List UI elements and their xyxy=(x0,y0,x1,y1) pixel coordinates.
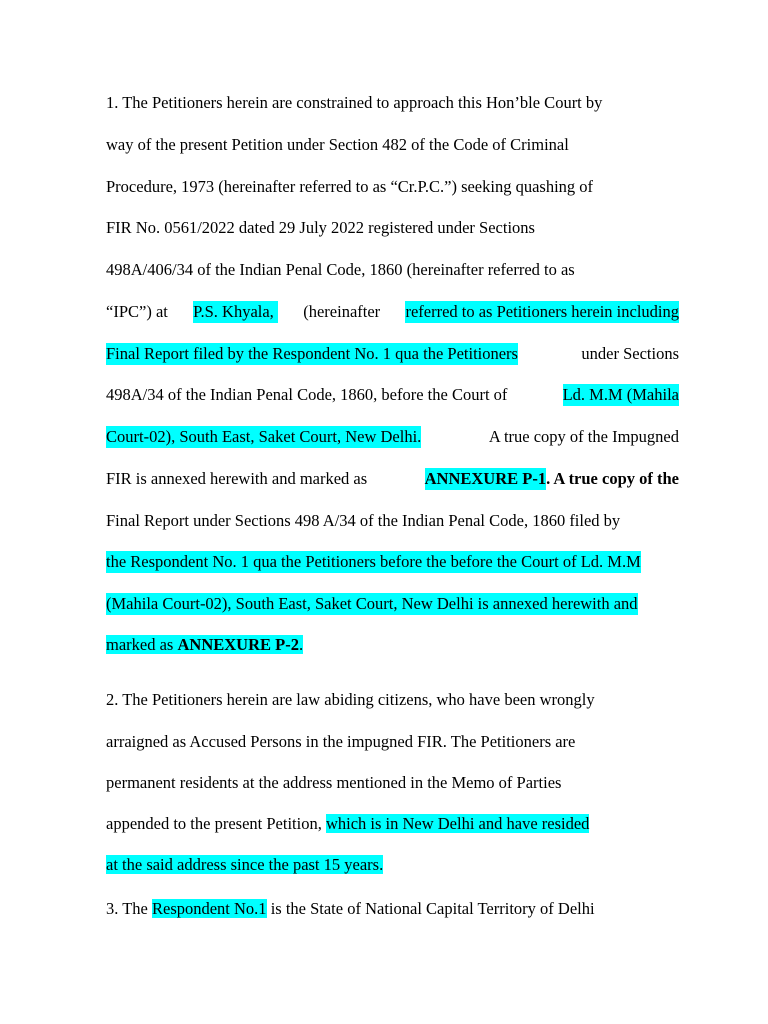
p1-line-2 xyxy=(106,134,569,156)
highlight-final-report: Final Report filed by the Respondent No. 1 qua the Petitioners xyxy=(106,344,518,363)
p1-line-3-text: Procedure, 1973 (hereinafter referred to as “Cr.P.C.”) seeking quashing of xyxy=(106,177,594,196)
p1-line-6-text-c: (hereinafter xyxy=(299,302,385,321)
p1-line-5 xyxy=(106,259,575,281)
highlight-respondent-qua: the Respondent No. 1 qua the Petitioners before the before the Court of Ld. M.M xyxy=(106,552,641,571)
p1-line-14 xyxy=(106,634,303,656)
p1-line-7 xyxy=(106,343,679,365)
p1-line-5-text: 498A/406/34 of the Indian Penal Code, 1860 (hereinafter referred to as xyxy=(106,260,575,279)
p1-line-9 xyxy=(106,426,679,448)
p1-line-8-text-a: 498A/34 of the Indian Penal Code, 1860, before the Court of xyxy=(106,385,512,404)
highlight-15-years: at the said address since the past 15 years. xyxy=(106,855,384,874)
p3-line-1-text-c: is the State of National Capital Territory of Delhi xyxy=(266,899,595,918)
p2-line-1-text: 2. The Petitioners herein are law abiding citizens, who have been wrongly xyxy=(106,690,595,709)
p1-line-10-text-a: FIR is annexed herewith and marked as xyxy=(106,469,372,488)
p2-line-4 xyxy=(106,813,589,835)
p2-line-5 xyxy=(106,854,383,876)
p2-line-2 xyxy=(106,731,575,753)
highlight-marked-as: marked as xyxy=(106,635,178,654)
p1-line-10 xyxy=(106,468,679,490)
p2-line-1 xyxy=(106,689,595,711)
p2-line-4-text-a: appended to the present Petition, xyxy=(106,814,326,833)
p2-line-3-text: permanent residents at the address mentioned in the Memo of Parties xyxy=(106,773,562,792)
annexure-p1-label: ANNEXURE P-1 xyxy=(424,469,547,488)
p1-line-6-text-a: “IPC”) at xyxy=(106,302,172,321)
highlight-ps-khyala: P.S. Khyala, xyxy=(193,302,278,321)
p1-line-1-text: 1. The Petitioners herein are constrained to approach this Hon’ble Court by xyxy=(106,93,603,112)
p1-line-1 xyxy=(106,92,602,114)
p1-line-2-text: way of the present Petition under Section 482 of the Code of Criminal xyxy=(106,135,569,154)
p1-line-7-text-b: under Sections xyxy=(577,344,679,363)
highlight-referred-to: referred to as Petitioners herein including xyxy=(405,302,679,321)
p1-line-3 xyxy=(106,176,593,198)
p3-line-1-text-a: 3. The xyxy=(106,899,152,918)
annexure-p2-label: ANNEXURE P-2 xyxy=(177,635,299,654)
p1-line-4-text: FIR No. 0561/2022 dated 29 July 2022 registered under Sections xyxy=(106,218,535,237)
highlight-court-name-2: Court-02), South East, Saket Court, New Delhi. xyxy=(106,427,422,446)
highlight-new-delhi-resided: which is in New Delhi and have resided xyxy=(325,814,590,833)
annexure-p2-period: . xyxy=(298,635,304,654)
p1-line-9-text-b: A true copy of the Impugned xyxy=(485,427,679,446)
annexure-p1-period: . A true copy of the xyxy=(546,469,679,488)
p1-line-6 xyxy=(106,301,679,323)
highlight-court-name-1: Ld. M.M (Mahila xyxy=(562,385,679,404)
p1-line-11-text: Final Report under Sections 498 A/34 of the Indian Penal Code, 1860 filed by xyxy=(106,511,621,530)
highlight-mahila-court: (Mahila Court-02), South East, Saket Court, New Delhi is annexed herewith and xyxy=(106,594,638,613)
p1-line-4 xyxy=(106,217,535,239)
p3-line-1 xyxy=(106,898,595,920)
p1-line-13 xyxy=(106,593,679,615)
p2-line-3 xyxy=(106,772,561,794)
p2-line-2-text: arraigned as Accused Persons in the impugned FIR. The Petitioners are xyxy=(106,732,576,751)
p1-line-11 xyxy=(106,510,679,532)
highlight-respondent-no1: Respondent No.1 xyxy=(151,899,267,918)
p1-line-8 xyxy=(106,384,679,406)
p1-line-12 xyxy=(106,551,679,573)
